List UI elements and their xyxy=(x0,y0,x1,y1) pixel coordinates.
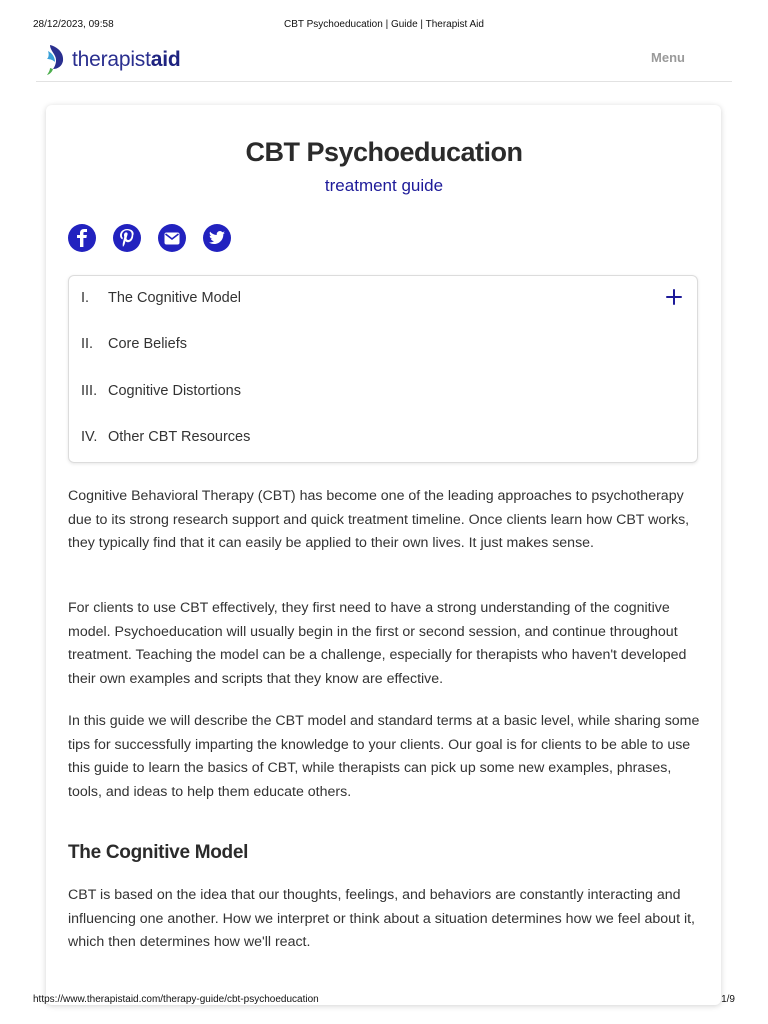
logo-text-bold: aid xyxy=(150,48,181,71)
toc-item-cognitive-distortions[interactable] xyxy=(81,379,241,403)
logo-text-regular: therapist xyxy=(72,48,151,71)
toc-item-other-resources[interactable] xyxy=(81,425,250,449)
toc-item-label: Cognitive Distortions xyxy=(108,383,241,399)
toc-item-label: Other CBT Resources xyxy=(108,429,251,445)
toc-item-label: The Cognitive Model xyxy=(108,290,241,306)
intro-paragraph-1: Cognitive Behavioral Therapy (CBT) has become one of the leading approaches to psychotherapy due to its strong research support and quick treatment timeline. Once clients learn how CBT works, they typically find that it can easily be applied to their own lives. It just makes sense. xyxy=(68,488,690,551)
toc-item-number: IV. xyxy=(81,429,98,445)
print-title: CBT Psychoeducation | Guide | Therapist Aid xyxy=(284,19,484,30)
toc-item-label: Core Beliefs xyxy=(108,336,187,352)
table-of-contents xyxy=(68,275,698,463)
share-buttons xyxy=(68,224,231,252)
pinterest-icon[interactable] xyxy=(113,224,141,252)
toc-item-number: III. xyxy=(81,383,98,399)
expand-plus-icon[interactable] xyxy=(665,288,683,306)
email-icon[interactable] xyxy=(158,224,186,252)
print-header xyxy=(0,19,768,33)
toc-item-core-beliefs[interactable] xyxy=(81,332,187,356)
toc-item-cognitive-model[interactable] xyxy=(81,286,241,310)
toc-item-number: II. xyxy=(81,336,94,352)
cognitive-model-paragraph: CBT is based on the idea that our thoughts, feelings, and behaviors are constantly interacting and influencing one another. How we interpret or think about a situation determines how we feel about it, which then determines how we'll react. xyxy=(68,887,695,950)
site-header xyxy=(36,38,732,82)
print-page-number: 1/9 xyxy=(721,994,735,1005)
print-url: https://www.therapistaid.com/therapy-guide/cbt-psychoeducation xyxy=(33,994,319,1005)
logo-text xyxy=(72,48,181,72)
facebook-icon[interactable] xyxy=(68,224,96,252)
logo[interactable] xyxy=(44,42,181,78)
page-title: CBT Psychoeducation xyxy=(245,137,523,167)
intro-paragraph-2: For clients to use CBT effectively, they first need to have a strong understanding of the cognitive model. Psychoeducation will usually begin in the first or second session, and continue throughout treatment. Teaching the model can be a challenge, especially for therapists who haven't developed their own examples and scripts that they know are effective. xyxy=(68,600,687,687)
intro-paragraph-3: In this guide we will describe the CBT model and standard terms at a basic level, while sharing some tips for successfully imparting the knowledge to your clients. Our goal is for clients to be able to use this guide to learn the basics of CBT, while therapists can pick up some new examples, phrases, tools, and ideas to help them educate others. xyxy=(68,713,700,800)
twitter-icon[interactable] xyxy=(203,224,231,252)
section-heading-cognitive-model: The Cognitive Model xyxy=(68,842,249,863)
print-footer xyxy=(0,994,768,1008)
page-subtitle: treatment guide xyxy=(324,176,444,195)
menu-button[interactable]: Menu xyxy=(651,50,685,65)
print-date: 28/12/2023, 09:58 xyxy=(33,19,114,30)
toc-item-number: I. xyxy=(81,290,90,306)
logo-bird-icon xyxy=(44,43,68,77)
